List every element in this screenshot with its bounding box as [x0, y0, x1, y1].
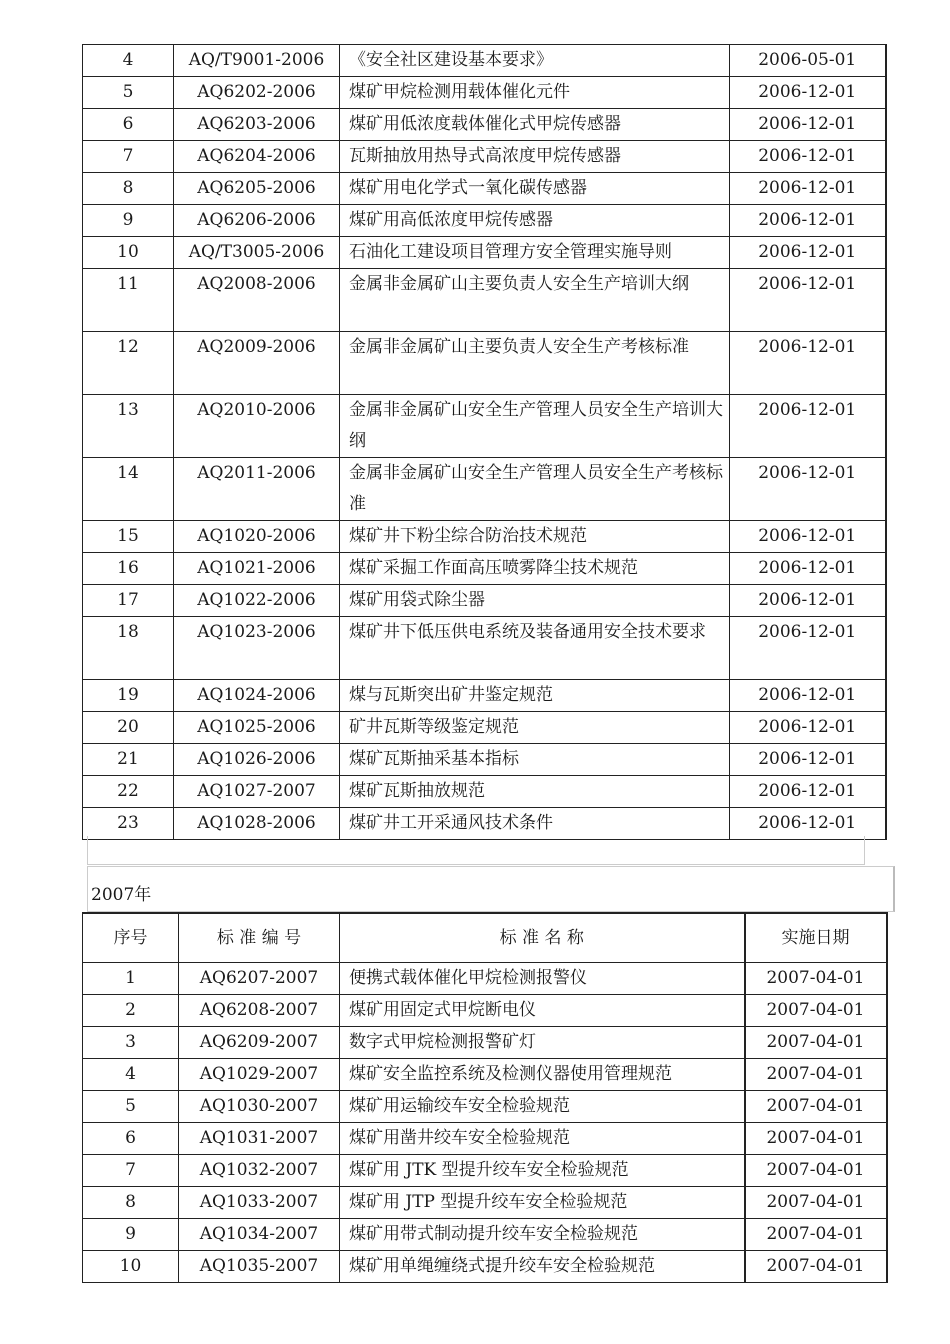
- effective-date: 2007-04-01: [745, 1027, 887, 1059]
- effective-date: 2006-12-01: [730, 776, 886, 808]
- standard-code: AQ1033-2007: [179, 1187, 340, 1219]
- row-serial: 16: [83, 553, 174, 585]
- standard-code: AQ1026-2006: [174, 744, 340, 776]
- standard-name: 煤矿安全监控系统及检测仪器使用管理规范: [340, 1059, 745, 1091]
- standard-name: 煤矿用单绳缠绕式提升绞车安全检验规范: [340, 1251, 745, 1283]
- row-serial: 9: [83, 1219, 179, 1251]
- table-row: [83, 1219, 887, 1251]
- standard-code: AQ2009-2006: [174, 332, 340, 395]
- standard-name: 煤矿用 JTK 型提升绞车安全检验规范: [340, 1155, 745, 1187]
- standard-name: 煤与瓦斯突出矿井鉴定规范: [340, 680, 730, 712]
- effective-date: 2006-12-01: [730, 141, 886, 173]
- table-row: [83, 995, 887, 1027]
- standard-code: AQ1025-2006: [174, 712, 340, 744]
- effective-date: 2006-12-01: [730, 237, 886, 269]
- row-serial: 19: [83, 680, 174, 712]
- row-serial: 23: [83, 808, 174, 840]
- standard-code: AQ/T9001-2006: [174, 45, 340, 77]
- standard-code: AQ1024-2006: [174, 680, 340, 712]
- standard-code: AQ1021-2006: [174, 553, 340, 585]
- table-row: [83, 1155, 887, 1187]
- standard-name: 煤矿用带式制动提升绞车安全检验规范: [340, 1219, 745, 1251]
- table-row: [83, 808, 886, 840]
- standard-code: AQ1034-2007: [179, 1219, 340, 1251]
- table-row: [83, 680, 886, 712]
- effective-date: 2006-12-01: [730, 332, 886, 395]
- standard-code: AQ1031-2007: [179, 1123, 340, 1155]
- year-section-bar: [87, 866, 895, 912]
- header-date: 实施日期: [745, 913, 887, 963]
- row-serial: 6: [83, 1123, 179, 1155]
- table-row: [83, 395, 886, 458]
- row-serial: 17: [83, 585, 174, 617]
- table-row: [83, 77, 886, 109]
- effective-date: 2006-12-01: [730, 269, 886, 332]
- header-name: 标 准 名 称: [340, 913, 745, 963]
- standard-name: 金属非金属矿山安全生产管理人员安全生产考核标准: [340, 458, 730, 521]
- row-serial: 2: [83, 995, 179, 1027]
- standard-name: 便携式载体催化甲烷检测报警仪: [340, 963, 745, 995]
- table-row: [83, 712, 886, 744]
- standard-name: 煤矿用袋式除尘器: [340, 585, 730, 617]
- standard-code: AQ6208-2007: [179, 995, 340, 1027]
- standard-code: AQ6203-2006: [174, 109, 340, 141]
- standard-code: AQ6207-2007: [179, 963, 340, 995]
- standard-name: 煤矿瓦斯抽放规范: [340, 776, 730, 808]
- table-row: [83, 521, 886, 553]
- standard-name: 煤矿甲烷检测用载体催化元件: [340, 77, 730, 109]
- row-serial: 4: [83, 1059, 179, 1091]
- standard-name: 石油化工建设项目管理方安全管理实施导则: [340, 237, 730, 269]
- standard-code: AQ6204-2006: [174, 141, 340, 173]
- standard-name: 《安全社区建设基本要求》: [340, 45, 730, 77]
- standard-code: AQ1030-2007: [179, 1091, 340, 1123]
- effective-date: 2006-12-01: [730, 744, 886, 776]
- table-row: [83, 173, 886, 205]
- row-serial: 7: [83, 1155, 179, 1187]
- row-serial: 8: [83, 173, 174, 205]
- standard-name: 矿井瓦斯等级鉴定规范: [340, 712, 730, 744]
- row-serial: 20: [83, 712, 174, 744]
- standard-name: 煤矿用凿井绞车安全检验规范: [340, 1123, 745, 1155]
- effective-date: 2007-04-01: [745, 1155, 887, 1187]
- standard-code: AQ1029-2007: [179, 1059, 340, 1091]
- table-row: [83, 617, 886, 680]
- standard-code: AQ6202-2006: [174, 77, 340, 109]
- table-row: [83, 1123, 887, 1155]
- standard-code: AQ2010-2006: [174, 395, 340, 458]
- standard-code: AQ6209-2007: [179, 1027, 340, 1059]
- standard-name: 煤矿井下粉尘综合防治技术规范: [340, 521, 730, 553]
- effective-date: 2007-04-01: [745, 963, 887, 995]
- table-row: [83, 585, 886, 617]
- standard-code: AQ1032-2007: [179, 1155, 340, 1187]
- standard-code: AQ2011-2006: [174, 458, 340, 521]
- table-row: [83, 963, 887, 995]
- effective-date: 2007-04-01: [745, 1059, 887, 1091]
- row-serial: 9: [83, 205, 174, 237]
- standard-name: 金属非金属矿山主要负责人安全生产考核标准: [340, 332, 730, 395]
- row-serial: 3: [83, 1027, 179, 1059]
- year-heading: 2007年: [91, 885, 152, 905]
- standard-name: 金属非金属矿山主要负责人安全生产培训大纲: [340, 269, 730, 332]
- row-serial: 11: [83, 269, 174, 332]
- standard-code: AQ1027-2007: [174, 776, 340, 808]
- effective-date: 2006-12-01: [730, 808, 886, 840]
- effective-date: 2007-04-01: [745, 1091, 887, 1123]
- standard-code: AQ/T3005-2006: [174, 237, 340, 269]
- row-serial: 1: [83, 963, 179, 995]
- table-header-row: [83, 913, 887, 963]
- row-serial: 15: [83, 521, 174, 553]
- row-serial: 10: [83, 237, 174, 269]
- table-row: [83, 269, 886, 332]
- standard-name: 煤矿用低浓度载体催化式甲烷传感器: [340, 109, 730, 141]
- row-serial: 14: [83, 458, 174, 521]
- effective-date: 2007-04-01: [745, 995, 887, 1027]
- table-row: [83, 1187, 887, 1219]
- effective-date: 2006-05-01: [730, 45, 886, 77]
- standard-name: 煤矿用高低浓度甲烷传感器: [340, 205, 730, 237]
- row-serial: 8: [83, 1187, 179, 1219]
- table-row: [83, 237, 886, 269]
- table-row: [83, 45, 886, 77]
- row-serial: 18: [83, 617, 174, 680]
- effective-date: 2007-04-01: [745, 1219, 887, 1251]
- row-serial: 5: [83, 1091, 179, 1123]
- effective-date: 2006-12-01: [730, 712, 886, 744]
- effective-date: 2006-12-01: [730, 617, 886, 680]
- standard-name: 煤矿瓦斯抽采基本指标: [340, 744, 730, 776]
- effective-date: 2006-12-01: [730, 680, 886, 712]
- effective-date: 2006-12-01: [730, 109, 886, 141]
- table-row: [83, 332, 886, 395]
- table-row: [83, 1059, 887, 1091]
- header-code: 标 准 编 号: [179, 913, 340, 963]
- standard-name: 煤矿用固定式甲烷断电仪: [340, 995, 745, 1027]
- table-row: [83, 1027, 887, 1059]
- standard-name: 煤矿用电化学式一氧化碳传感器: [340, 173, 730, 205]
- standard-name: 煤矿井工开采通风技术条件: [340, 808, 730, 840]
- standard-code: AQ1022-2006: [174, 585, 340, 617]
- table-row: [83, 109, 886, 141]
- effective-date: 2007-04-01: [745, 1187, 887, 1219]
- row-serial: 7: [83, 141, 174, 173]
- effective-date: 2006-12-01: [730, 205, 886, 237]
- standard-name: 煤矿井下低压供电系统及装备通用安全技术要求: [340, 617, 730, 680]
- standard-name: 煤矿用运输绞车安全检验规范: [340, 1091, 745, 1123]
- effective-date: 2006-12-01: [730, 585, 886, 617]
- standard-name: 数字式甲烷检测报警矿灯: [340, 1027, 745, 1059]
- row-serial: 13: [83, 395, 174, 458]
- row-serial: 5: [83, 77, 174, 109]
- standard-code: AQ1023-2006: [174, 617, 340, 680]
- row-serial: 12: [83, 332, 174, 395]
- standard-code: AQ1035-2007: [179, 1251, 340, 1283]
- standards-table-2007: [82, 912, 888, 1283]
- table-row: [83, 553, 886, 585]
- table-row: [83, 1251, 887, 1283]
- table-row: [83, 205, 886, 237]
- header-serial: 序号: [83, 913, 179, 963]
- standard-code: AQ6206-2006: [174, 205, 340, 237]
- effective-date: 2006-12-01: [730, 395, 886, 458]
- standards-table-2006: [82, 44, 887, 840]
- standard-name: 瓦斯抽放用热导式高浓度甲烷传感器: [340, 141, 730, 173]
- effective-date: 2006-12-01: [730, 458, 886, 521]
- row-serial: 10: [83, 1251, 179, 1283]
- table-row: [83, 141, 886, 173]
- effective-date: 2007-04-01: [745, 1251, 887, 1283]
- effective-date: 2007-04-01: [745, 1123, 887, 1155]
- standard-name: 煤矿采掘工作面高压喷雾降尘技术规范: [340, 553, 730, 585]
- row-serial: 21: [83, 744, 174, 776]
- standard-code: AQ1020-2006: [174, 521, 340, 553]
- standard-code: AQ1028-2006: [174, 808, 340, 840]
- standard-name: 煤矿用 JTP 型提升绞车安全检验规范: [340, 1187, 745, 1219]
- standard-code: AQ2008-2006: [174, 269, 340, 332]
- standard-name: 金属非金属矿山安全生产管理人员安全生产培训大纲: [340, 395, 730, 458]
- effective-date: 2006-12-01: [730, 553, 886, 585]
- table-row: [83, 776, 886, 808]
- standard-code: AQ6205-2006: [174, 173, 340, 205]
- effective-date: 2006-12-01: [730, 173, 886, 205]
- row-serial: 22: [83, 776, 174, 808]
- row-serial: 4: [83, 45, 174, 77]
- page-break-band: [87, 836, 865, 865]
- table-row: [83, 458, 886, 521]
- effective-date: 2006-12-01: [730, 521, 886, 553]
- table-row: [83, 1091, 887, 1123]
- effective-date: 2006-12-01: [730, 77, 886, 109]
- table-row: [83, 744, 886, 776]
- row-serial: 6: [83, 109, 174, 141]
